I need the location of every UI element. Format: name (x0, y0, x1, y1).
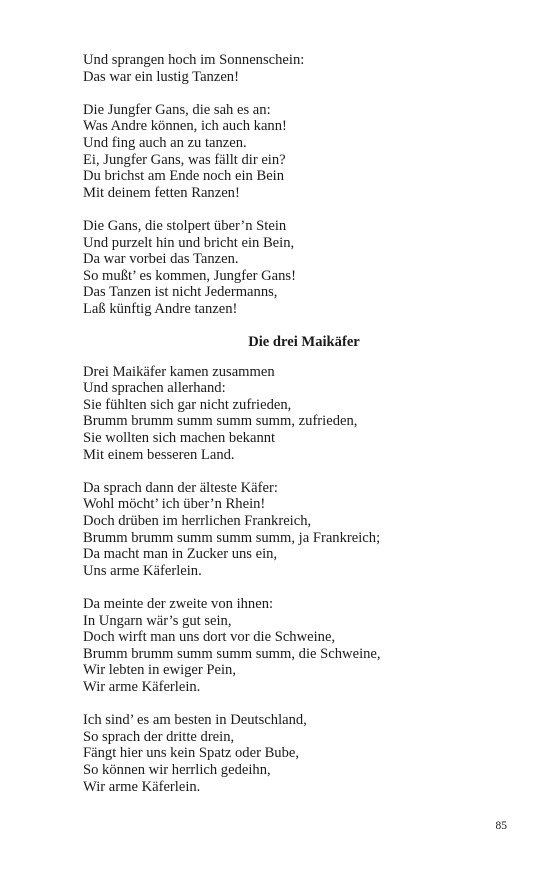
verse-line: Und sprachen allerhand: (83, 380, 226, 397)
verse-line: Und sprangen hoch im Sonnenschein: (83, 52, 305, 68)
verse-line: Doch wirft man uns dort vor die Schweine, (83, 629, 336, 646)
verse-line: Doch drüben im herrlichen Frankreich, (83, 513, 312, 530)
verse-line: Laß künftig Andre tanzen! (83, 300, 238, 317)
verse-line: Du brichst am Ende noch ein Bein (83, 168, 285, 185)
stanza (83, 480, 503, 580)
poem-2 (83, 364, 503, 795)
verse-line: Und fing auch an zu tanzen. (83, 134, 247, 151)
verse-line: Wir arme Käferlein. (83, 778, 201, 795)
stanza (83, 596, 503, 696)
verse-line: Ich sind’ es am besten in Deutschland, (83, 712, 307, 729)
stanza (83, 52, 503, 85)
verse-line: Ei, Jungfer Gans, was fällt dir ein? (83, 151, 286, 168)
verse-line: Fängt hier uns kein Spatz oder Bube, (83, 745, 300, 762)
verse-line: Da war vorbei das Tanzen. (83, 251, 239, 268)
poem-1 (83, 52, 503, 318)
verse-line: Mit deinem fetten Ranzen! (83, 184, 240, 201)
verse-line: Die Jungfer Gans, die sah es an: (83, 101, 271, 118)
verse-line: So können wir herrlich gedeihn, (83, 761, 271, 778)
verse-line: Sie wollten sich machen bekannt (83, 430, 276, 447)
verse-line: Brumm brumm summ summ summ, zufrieden, (83, 413, 358, 430)
verse-line: Das Tanzen ist nicht Jedermanns, (83, 284, 278, 301)
poem-title: Die drei Maikäfer (248, 334, 360, 351)
verse-line: Und purzelt hin und bricht ein Bein, (83, 234, 295, 251)
verse-line: Wohl möcht’ ich über’n Rhein! (83, 496, 266, 513)
verse-line: Wir arme Käferlein. (83, 678, 201, 695)
verse-line: Sie fühlten sich gar nicht zufrieden, (83, 396, 292, 413)
verse-line: Was Andre können, ich auch kann! (83, 118, 287, 135)
verse-line: Brumm brumm summ summ summ, ja Frankreich; (83, 529, 381, 546)
page-number: 85 (495, 820, 507, 832)
stanza (83, 102, 503, 202)
stanza (83, 712, 503, 795)
verse-line: Da sprach dann der älteste Käfer: (83, 479, 278, 496)
verse-line: Drei Maikäfer kamen zusammen (83, 363, 275, 380)
verse-line: Wir lebten in ewiger Pein, (83, 662, 237, 679)
page-body (83, 52, 503, 812)
verse-line: Da macht man in Zucker uns ein, (83, 546, 278, 563)
verse-line: So sprach der dritte drein, (83, 728, 235, 745)
verse-line: In Ungarn wär’s gut sein, (83, 612, 232, 629)
verse-line: Uns arme Käferlein. (83, 562, 202, 579)
verse-line: So mußt’ es kommen, Jungfer Gans! (83, 267, 296, 284)
verse-line: Das war ein lustig Tanzen! (83, 68, 239, 85)
stanza (83, 218, 503, 318)
verse-line: Brumm brumm summ summ summ, die Schweine, (83, 645, 381, 662)
verse-line: Da meinte der zweite von ihnen: (83, 596, 274, 612)
verse-line: Mit einem besseren Land. (83, 446, 235, 463)
verse-line: Die Gans, die stolpert über’n Stein (83, 217, 287, 234)
stanza (83, 364, 503, 464)
